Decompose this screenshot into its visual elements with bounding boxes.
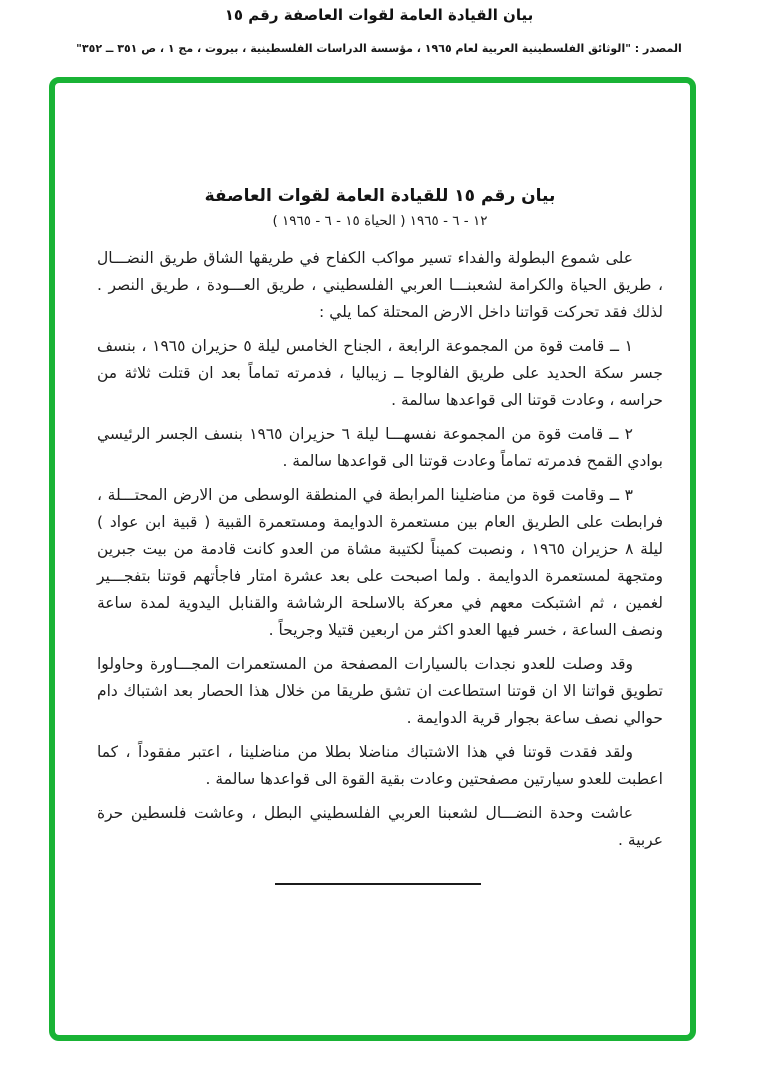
- separator-line: [275, 883, 481, 885]
- paragraph-closing-slogan: عاشت وحدة النضـــال لشعبنا العربي الفلسطيني البطل ، وعاشت فلسطين حرة عربية .: [97, 804, 663, 849]
- paragraph-item-3: ٣ ــ وقامت قوة من مناضلينا المرابطة في المنطقة الوسطى من الارض المحتـــلة ، فرابطت على الطريق العام بين مستعمرة الدوايمة ومستعمرة القبية ( قبية ابن عواد ) ليلة ٨ حزيران ١٩٦٥ ، ونصبت كميناً لكتيبة مشاة من العدو كانت قادمة من بيت جبرين ومتجهة لمستعمرة الدوايمة . ولما اصبحت على بعد عشرة امتار فاجأتهم قوتنا بتفجـــير لغمين ، ثم اشتبكت معهم في معركة بالاسلحة الرشاشة والقنابل اليدوية لمدة ساعة ونصف الساعة ، خسر فيها العدو اكثر من اربعين قتيلا وجريحاً .: [97, 486, 664, 639]
- document-body: [97, 186, 663, 861]
- page-header-title: بيان القيادة العامة لقوات العاصفة رقم ١٥: [224, 6, 534, 24]
- document-title: بيان رقم ١٥ للقيادة العامة لقوات العاصفة: [204, 186, 556, 206]
- paragraph-item-2: ٢ ــ قامت قوة من المجموعة نفسهـــا ليلة ٦ حزيران ١٩٦٥ بنسف الجسر الرئيسي بوادي القمح فدمرته تماماً وعادت قوتنا الى قواعدها سالمة .: [97, 425, 663, 470]
- page-header-source: المصدر : "الوثائق الفلسطينية العربية لعام ١٩٦٥ ، مؤسسة الدراسات الفلسطينية ، بيروت ، مج ١ ، ص ٣٥١ ــ ٣٥٢": [76, 42, 682, 55]
- document-date-line: ١٢ - ٦ - ١٩٦٥ ( الحياة ١٥ - ٦ - ١٩٦٥ ): [272, 213, 488, 229]
- paragraph-losses: ولقد فقدت قوتنا في هذا الاشتباك مناضلا بطلا من مناضلينا ، اعتبر مفقوداً ، كما اعطبت للعدو سيارتين مصفحتين وعادت بقية القوة الى قواعدها سالمة .: [97, 743, 663, 788]
- paragraph-reinforcements: وقد وصلت للعدو نجدات بالسيارات المصفحة من المستعمرات المجـــاورة وحاولوا تطويق قواتنا الا ان قوتنا استطاعت ان تشق طريقا من خلال هذا الحصار بعد اشتباك دام حوالي نصف ساعة بجوار قرية الدوايمة .: [97, 655, 663, 727]
- paragraph-item-1: ١ ــ قامت قوة من المجموعة الرابعة ، الجناح الخامس ليلة ٥ حزيران ١٩٦٥ ، بنسف جسر سكة الحديد على طريق الفالوجا ــ زيباليا ، فدمرته تماماً بعد ان قتلت ثلاثة من حراسه ، وعادت قوتنا الى قواعدها سالمة .: [97, 337, 663, 409]
- paragraph-intro: على شموع البطولة والفداء تسير مواكب الكفاح في طريقها الشاق طريق النضـــال ، طريق الحياة والكرامة لشعبنـــا العربي الفلسطيني ، طريق العـــودة ، طريق النصر . لذلك فقد تحركت قواتنا داخل الارض المحتلة كما يلي :: [97, 249, 663, 321]
